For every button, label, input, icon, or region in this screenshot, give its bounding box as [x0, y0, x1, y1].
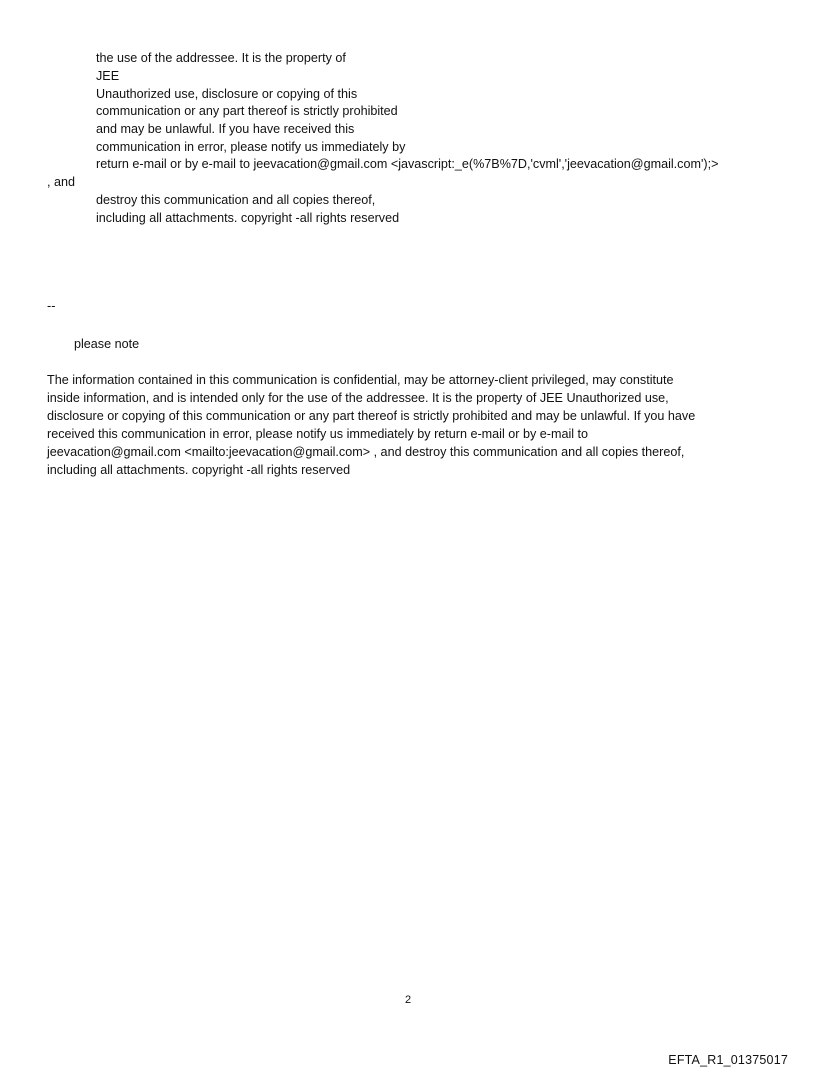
disclaimer-line: inside information, and is intended only for the use of the addressee. It is the property of JEE Unauthorized use, [47, 391, 669, 405]
quoted-line-3: Unauthorized use, disclosure or copying of this [96, 87, 358, 101]
quoted-line-1: the use of the addressee. It is the property of [96, 51, 346, 65]
disclaimer-line: including all attachments. copyright -all rights reserved [47, 463, 351, 477]
disclaimer-paragraph [47, 371, 763, 479]
disclaimer-line: The information contained in this communication is confidential, may be attorney-client privileged, may constitute [47, 373, 674, 387]
document-id: EFTA_R1_01375017 [668, 1053, 788, 1067]
note-heading: please note [74, 337, 140, 351]
quoted-line-5: and may be unlawful. If you have received this [96, 122, 355, 136]
quoted-line-7: return e-mail or by e-mail to jeevacation@gmail.com <javascript:_e(%7B%7D,'cvml','jeevacation@gmail.com');> [96, 157, 719, 171]
quoted-line-10: including all attachments. copyright -all rights reserved [96, 211, 400, 225]
quoted-line-9: destroy this communication and all copies thereof, [96, 193, 376, 207]
quoted-line-8: , and [47, 175, 76, 189]
disclaimer-line: jeevacation@gmail.com <mailto:jeevacation@gmail.com> , and destroy this communication and all copies thereof, [47, 445, 685, 459]
quoted-line-6: communication in error, please notify us immediately by [96, 140, 406, 154]
disclaimer-line: received this communication in error, please notify us immediately by return e-mail or by e-mail to [47, 427, 589, 441]
separator: -- [47, 299, 56, 313]
quoted-line-4: communication or any part thereof is strictly prohibited [96, 104, 398, 118]
quoted-line-2: JEE [96, 69, 120, 83]
disclaimer-line: disclosure or copying of this communication or any part thereof is strictly prohibited and may be unlawful. If you have [47, 409, 696, 423]
page-number: 2 [404, 994, 412, 1006]
